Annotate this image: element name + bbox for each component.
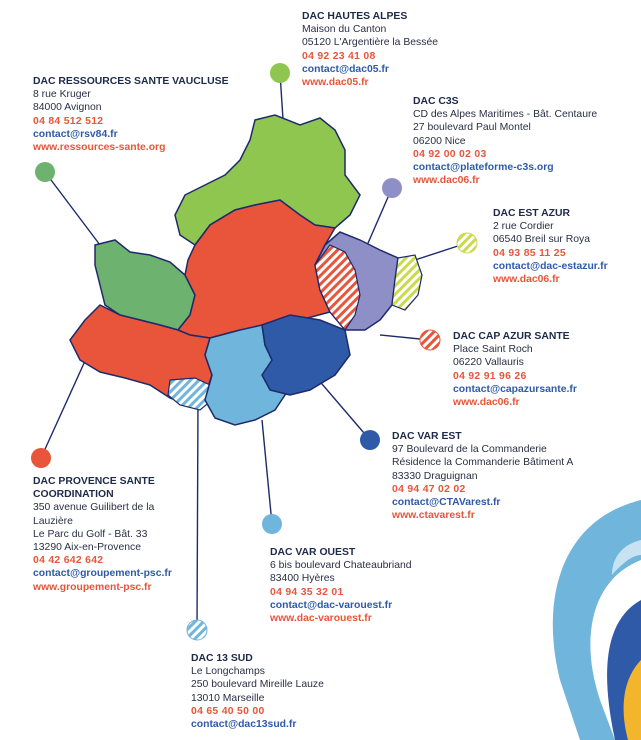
card-cap-azur bbox=[453, 330, 577, 409]
card-phone[interactable]: 04 92 91 96 26 bbox=[453, 370, 527, 382]
card-phone[interactable]: 04 94 35 32 01 bbox=[270, 586, 344, 598]
card-address-line: 06220 Vallauris bbox=[453, 357, 524, 369]
card-website[interactable]: www.dac05.fr bbox=[302, 77, 369, 89]
card-var-ouest bbox=[270, 546, 412, 625]
card-address-line: 83400 Hyères bbox=[270, 573, 335, 585]
card-address-line: Maison du Canton bbox=[302, 24, 387, 36]
dot-dac13 bbox=[187, 620, 207, 640]
dot-var-est bbox=[360, 430, 380, 450]
decorative-swirl bbox=[553, 500, 641, 740]
card-address-line: Le Longchamps bbox=[191, 666, 265, 678]
card-email[interactable]: contact@dac-varouest.fr bbox=[270, 599, 393, 611]
card-name: DAC VAR EST bbox=[392, 431, 462, 442]
card-address-line: 97 Boulevard de la Commanderie bbox=[392, 444, 547, 456]
dot-hautes-alpes bbox=[270, 63, 290, 83]
dot-cap-azur bbox=[420, 330, 440, 350]
card-email[interactable]: contact@rsv84.fr bbox=[33, 128, 118, 140]
card-email[interactable]: contact@groupement-psc.fr bbox=[33, 568, 172, 580]
card-address-line: 27 boulevard Paul Montel bbox=[413, 122, 531, 134]
card-address-line: 83330 Draguignan bbox=[392, 470, 478, 482]
card-name: DAC C3S bbox=[413, 96, 459, 107]
card-phone[interactable]: 04 84 512 512 bbox=[33, 115, 104, 127]
card-address-line: Le Parc du Golf - Bât. 33 bbox=[33, 528, 148, 540]
card-provence bbox=[33, 475, 183, 594]
card-email[interactable]: contact@capazursante.fr bbox=[453, 383, 577, 395]
card-address-line: 13290 Aix-en-Provence bbox=[33, 542, 142, 554]
card-email[interactable]: contact@CTAVarest.fr bbox=[392, 497, 501, 509]
card-phone[interactable]: 04 92 00 02 03 bbox=[413, 148, 487, 160]
card-name: DAC CAP AZUR SANTE bbox=[453, 331, 570, 342]
card-var-est bbox=[392, 430, 573, 522]
card-address-line: 6 bis boulevard Chateaubriand bbox=[270, 560, 412, 572]
card-website[interactable]: www.groupement-psc.fr bbox=[33, 581, 152, 593]
card-address-line: 350 avenue Guilibert de la Lauzière bbox=[33, 502, 155, 527]
card-est-azur bbox=[493, 207, 608, 286]
dot-var-ouest bbox=[262, 514, 282, 534]
card-name: DAC HAUTES ALPES bbox=[302, 11, 408, 22]
region-dac13-hatch bbox=[168, 378, 212, 410]
card-phone[interactable]: 04 94 47 02 02 bbox=[392, 483, 466, 495]
card-email[interactable]: contact@dac05.fr bbox=[302, 63, 389, 75]
card-phone[interactable]: 04 65 40 50 00 bbox=[191, 705, 265, 717]
card-name: DAC 13 SUD bbox=[191, 653, 253, 664]
card-website[interactable]: www.ressources-sante.org bbox=[33, 142, 166, 154]
card-dac13 bbox=[191, 652, 324, 731]
card-name: DAC RESSOURCES SANTE VAUCLUSE bbox=[33, 76, 229, 87]
dot-vaucluse bbox=[35, 162, 55, 182]
card-website[interactable]: www.dac-varouest.fr bbox=[270, 613, 372, 625]
card-address-line: 84000 Avignon bbox=[33, 102, 102, 114]
card-address-line: 06200 Nice bbox=[413, 135, 466, 147]
card-c3s bbox=[413, 95, 597, 187]
card-name: DAC PROVENCE SANTE COORDINATION bbox=[33, 476, 155, 501]
dot-c3s bbox=[382, 178, 402, 198]
card-address-line: 8 rue Kruger bbox=[33, 89, 91, 101]
card-address-line: Résidence la Commanderie Bâtiment A bbox=[392, 457, 574, 469]
card-name: DAC EST AZUR bbox=[493, 208, 570, 219]
card-email[interactable]: contact@plateforme-c3s.org bbox=[413, 162, 554, 174]
card-address-line: Place Saint Roch bbox=[453, 344, 533, 356]
card-address-line: 06540 Breil sur Roya bbox=[493, 234, 591, 246]
card-website[interactable]: www.dac06.fr bbox=[493, 274, 560, 286]
card-phone[interactable]: 04 42 642 642 bbox=[33, 555, 104, 567]
card-website[interactable]: www.dac06.fr bbox=[413, 175, 480, 187]
card-website[interactable]: www.dac06.fr bbox=[453, 397, 520, 409]
dot-provence bbox=[31, 448, 51, 468]
card-hautes-alpes bbox=[302, 10, 438, 89]
card-phone[interactable]: 04 92 23 41 08 bbox=[302, 50, 376, 62]
card-address-line: 05120 L'Argentière la Bessée bbox=[302, 37, 439, 49]
region-var-est bbox=[262, 315, 350, 395]
card-address-line: CD des Alpes Maritimes - Bât. Centaure bbox=[413, 109, 598, 121]
card-email[interactable]: contact@dac-estazur.fr bbox=[493, 260, 608, 272]
card-address-line: 250 boulevard Mireille Lauze bbox=[191, 679, 324, 691]
card-address-line: 2 rue Cordier bbox=[493, 221, 554, 233]
card-website[interactable]: www.ctavarest.fr bbox=[392, 510, 475, 522]
dot-est-azur bbox=[457, 233, 477, 253]
card-name: DAC VAR OUEST bbox=[270, 547, 356, 558]
card-vaucluse bbox=[33, 75, 229, 154]
card-address-line: 13010 Marseille bbox=[191, 692, 265, 704]
card-email[interactable]: contact@dac13sud.fr bbox=[191, 719, 297, 731]
card-phone[interactable]: 04 93 85 11 25 bbox=[493, 247, 566, 259]
